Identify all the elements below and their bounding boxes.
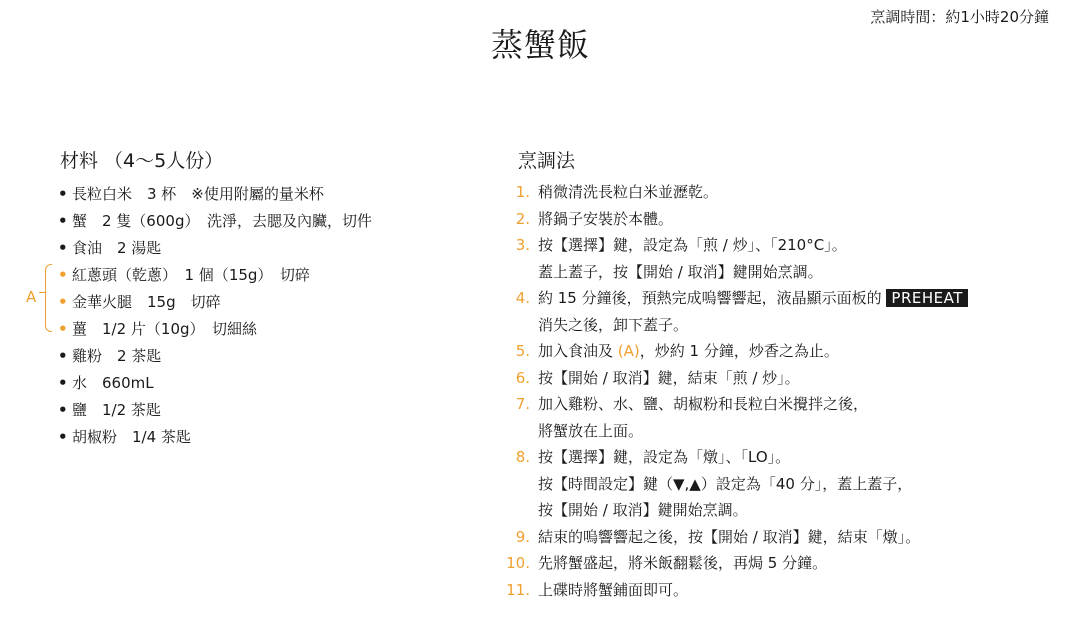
step-line: 6. 按【開始 / 取消】鍵，結束「煎 / 炒」。 — [500, 365, 968, 392]
step-number: 2. — [515, 209, 530, 228]
bullet-icon: • — [58, 185, 68, 203]
ingredient-item: • 水 660mL — [58, 370, 372, 397]
step-line: 按【時間設定】鍵（▼,▲）設定為「40 分」，蓋上蓋子， — [538, 474, 913, 493]
step-line: 蓋上蓋子，按【開始 / 取消】鍵開始烹調。 — [538, 262, 823, 281]
bullet-icon: • — [58, 401, 68, 419]
cook-time: 烹調時間：約1小時20分鐘 — [870, 8, 1049, 26]
step-line: 2. 將鍋子安裝於本體。 — [500, 206, 968, 233]
ingredient-item: • 紅蔥頭（乾蔥） 1 個（15g） 切碎 — [58, 262, 372, 289]
ingredient-list — [58, 181, 372, 451]
ingredient-item: • 蟹 2 隻（600g） 洗淨，去腮及內臟，切件 — [58, 208, 372, 235]
bullet-icon: • — [58, 347, 68, 365]
step-line: 10. 先將蟹盛起，將米飯翻鬆後，再焗 5 分鐘。 — [500, 550, 968, 577]
step-line: 11. 上碟時將蟹鋪面即可。 — [500, 577, 968, 604]
ingredient-item: • 胡椒粉 1/4 茶匙 — [58, 424, 372, 451]
group-reference: (A) — [617, 342, 640, 360]
step-line: 1. 稍微清洗長粒白米並瀝乾。 — [500, 179, 968, 206]
step-number: 8. — [515, 448, 530, 466]
step-number: 10. — [506, 554, 530, 572]
step-number: 1. — [515, 183, 530, 201]
ingredients-heading: 材料 （4～5人份） — [60, 150, 224, 172]
step-line: 消失之後，卸下蓋子。 — [538, 315, 689, 334]
step-number: 5. — [515, 342, 530, 360]
bullet-icon: • — [58, 320, 68, 338]
ingredient-item: • 金華火腿 15g 切碎 — [58, 289, 372, 316]
bullet-icon: • — [58, 428, 68, 446]
step-line: 9. 結束的嗚響響起之後，按【開始 / 取消】鍵，結束「燉」。 — [500, 524, 968, 551]
step-line: 按【開始 / 取消】鍵開始烹調。 — [538, 501, 748, 519]
ingredient-item: • 長粒白米 3 杯 ※使用附屬的量米杯 — [58, 181, 372, 208]
bullet-icon: • — [58, 266, 68, 284]
method-heading: 烹調法 — [518, 150, 576, 172]
step-line: 4. 約 15 分鐘後，預熱完成嗚響響起，液晶顯示面板的 PREHEAT — [500, 285, 968, 312]
ingredient-item: • 雞粉 2 茶匙 — [58, 343, 372, 370]
step-line: 7. 加入雞粉、水、鹽、胡椒粉和長粒白米攪拌之後， — [500, 391, 968, 418]
group-label: A — [26, 288, 37, 306]
bullet-icon: • — [58, 293, 68, 311]
step-number: 11. — [506, 580, 530, 599]
preheat-display-badge: PREHEAT — [886, 289, 967, 307]
bullet-icon: • — [58, 374, 68, 392]
step-number: 6. — [515, 368, 530, 387]
ingredient-item: • 食油 2 湯匙 — [58, 235, 372, 262]
group-bracket-tip — [39, 292, 45, 293]
ingredient-item: • 鹽 1/2 茶匙 — [58, 397, 372, 424]
group-bracket-icon — [45, 264, 52, 332]
step-line: 將蟹放在上面。 — [538, 421, 644, 440]
method-steps — [500, 179, 968, 603]
step-number: 9. — [515, 527, 530, 546]
bullet-icon: • — [58, 239, 68, 257]
step-line: 3. 按【選擇】鍵，設定為「煎 / 炒」、「210°C」。 — [500, 232, 968, 259]
ingredient-item: • 薑 1/2 片（10g） 切細絲 — [58, 316, 372, 343]
recipe-title: 蒸蟹飯 — [490, 26, 590, 64]
step-line: 8. 按【選擇】鍵，設定為「燉」、「LO」。 — [500, 444, 968, 471]
bullet-icon: • — [58, 212, 68, 230]
step-line: 5. 加入食油及 (A)，炒約 1 分鐘，炒香之為止。 — [500, 338, 968, 365]
step-number: 3. — [515, 236, 530, 254]
step-number: 7. — [515, 395, 530, 413]
step-number: 4. — [515, 289, 530, 307]
